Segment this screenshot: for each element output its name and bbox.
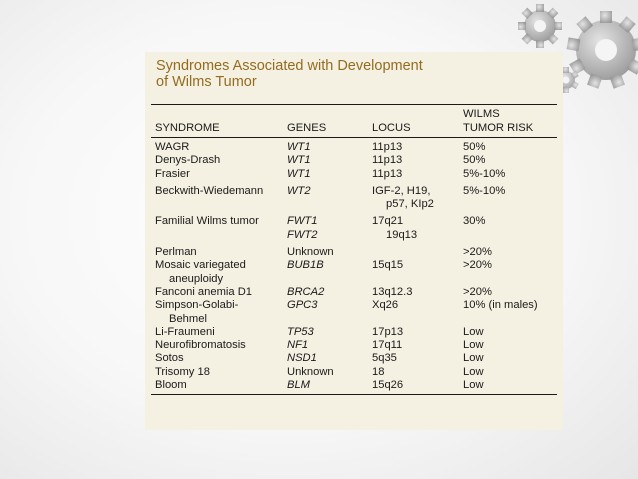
cell-syndrome-line: Trisomy 18 [155,365,210,378]
cell-locus [368,154,459,167]
cell-syndrome [151,154,283,167]
cell-syndrome-line: Denys-Drash [155,154,221,167]
cell-locus-line: IGF-2, H19, [372,184,431,197]
cell-risk: 5%-10% [463,167,506,180]
cell-syndrome [151,326,283,339]
cell-syndrome [151,286,283,299]
table-row [151,242,557,259]
cell-locus-line: 19q13 [386,228,418,241]
cell-genes-line: WT1 [287,141,311,153]
header-locus: LOCUS [372,122,411,134]
header-risk-line-1: WILMS [463,108,500,120]
cell-genes-line: WT1 [287,167,311,180]
cell-genes [283,168,368,181]
cell-genes-line: TP53 [287,325,314,338]
cell-genes [283,379,368,395]
cell-genes-line: FWT2 [287,228,318,241]
cell-risk: >20% [463,246,492,259]
cell-genes [283,339,368,352]
table-row [151,286,557,299]
cell-syndrome [151,339,283,352]
cell-locus [368,286,459,299]
cell-syndrome [151,366,283,379]
cell-syndrome [151,181,283,212]
cell-genes-line: BUB1B [287,259,324,272]
cell-locus-line: 17p13 [372,325,404,338]
cell-genes-line: GPC3 [287,299,318,312]
table-row [151,168,557,181]
cell-syndrome [151,379,283,395]
title-line-2: of Wilms Tumor [156,74,257,90]
cell-risk: Low [463,325,484,338]
cell-syndrome [151,168,283,181]
cell-locus-line: 15q26 [372,379,404,392]
cell-risk: Low [463,365,484,378]
cell-locus [368,168,459,181]
table-row [151,379,557,395]
cell-risk: >20% [463,285,492,298]
cell-genes-line: BLM [287,379,311,392]
table-row [151,181,557,212]
cell-locus-line: p57, KIp2 [386,198,434,211]
cell-syndrome-line: Mosaic variegated [155,259,246,272]
header-wilms-tumor-risk [459,105,557,138]
table-title [156,58,423,90]
cell-locus [368,211,459,242]
cell-genes [283,299,368,326]
table-row [151,352,557,365]
cell-genes-line: WT1 [287,154,311,167]
cell-syndrome-line: Sotos [155,352,184,365]
cell-locus-line: Xq26 [372,299,399,312]
cell-syndrome-line: Li-Fraumeni [155,325,215,338]
cell-locus-line: 11p13 [372,167,403,180]
table-row [151,154,557,167]
cell-syndrome-line: Fanconi anemia D1 [155,285,253,298]
cell-genes-line: WT2 [287,184,311,197]
cell-genes [283,211,368,242]
cell-genes [283,366,368,379]
table-card [145,52,563,430]
header-risk-line-2: TUMOR RISK [463,122,534,134]
cell-locus [368,259,459,286]
cell-genes [283,242,368,259]
cell-genes-line: Unknown [287,365,334,378]
cell-syndrome-line: Simpson-Golabi- [155,299,239,312]
cell-genes [283,326,368,339]
cell-locus-line: 11p13 [372,141,403,153]
cell-genes-line: NF1 [287,339,309,352]
cell-genes-line: FWT1 [287,215,318,228]
cell-syndrome [151,299,283,326]
cell-risk: 50% [463,154,486,167]
table-row [151,339,557,352]
syndromes-table [151,104,557,395]
cell-risk: Low [463,379,484,392]
cell-syndrome-line: Neurofibromatosis [155,339,246,352]
cell-genes [283,181,368,212]
cell-syndrome [151,259,283,286]
header-genes: GENES [287,122,327,134]
cell-locus-line: 17q11 [372,339,403,352]
cell-locus [368,352,459,365]
cell-locus-line: 18 [372,365,385,378]
cell-genes [283,154,368,167]
cell-locus-line: 17q21 [372,215,404,228]
cell-syndrome [151,352,283,365]
cell-locus [368,181,459,212]
cell-risk: Low [463,352,484,365]
cell-locus-line: 15q15 [372,259,404,272]
cell-syndrome-line: Frasier [155,167,190,180]
cell-genes [283,286,368,299]
cell-locus-line: 13q12.3 [372,285,413,298]
cell-locus [368,138,459,155]
cell-genes [283,138,368,155]
cell-risk: 30% [463,215,486,228]
cell-risk: >20% [463,259,492,272]
cell-syndrome [151,242,283,259]
cell-genes-line: NSD1 [287,352,317,365]
table-row [151,299,557,326]
title-line-1: Syndromes Associated with Development [156,58,423,74]
cell-syndrome-line: WAGR [155,141,190,153]
header-syndrome: SYNDROME [155,122,220,134]
table-row [151,138,557,155]
cell-locus-line: 5q35 [372,352,397,365]
cell-locus [368,379,459,395]
cell-risk: 10% (in males) [463,299,538,312]
cell-syndrome-line: Beckwith-Wiedemann [155,184,264,197]
cell-locus [368,242,459,259]
cell-locus-line: 11p13 [372,154,403,167]
cell-risk: 50% [463,141,486,153]
cell-syndrome-line: Behmel [169,312,207,325]
cell-syndrome [151,138,283,155]
table-row [151,211,557,242]
cell-risk: Low [463,339,484,352]
cell-syndrome-line: Bloom [155,379,187,392]
cell-syndrome-line: aneuploidy [169,272,224,285]
cell-syndrome-line: Familial Wilms tumor [155,215,259,228]
table-row [151,259,557,286]
cell-locus [368,366,459,379]
cell-syndrome [151,211,283,242]
cell-risk: 5%-10% [463,184,506,197]
table-row [151,366,557,379]
table-header-row [151,105,557,138]
cell-genes [283,259,368,286]
cell-genes-line: Unknown [287,246,334,259]
cell-locus [368,339,459,352]
cell-genes [283,352,368,365]
cell-syndrome-line: Perlman [155,246,197,259]
cell-genes-line: BRCA2 [287,285,325,298]
cell-locus [368,299,459,326]
cell-locus [368,326,459,339]
table-row [151,326,557,339]
